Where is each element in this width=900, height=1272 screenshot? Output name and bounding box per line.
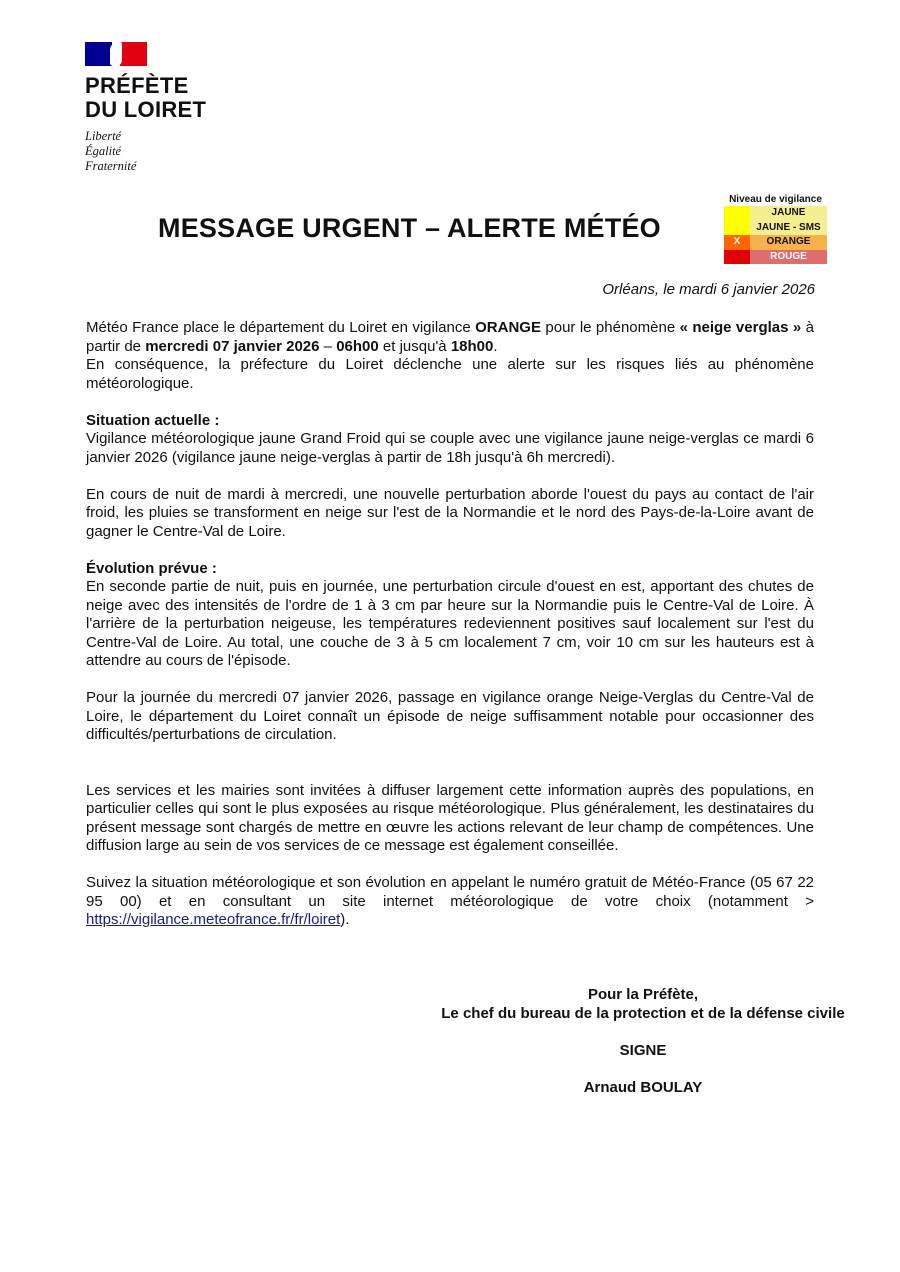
vigilance-row-mark <box>724 206 750 221</box>
evolution-heading: Évolution prévue : <box>86 559 217 577</box>
vigilance-row-label: JAUNE <box>750 206 827 221</box>
vigilance-row <box>724 235 827 250</box>
page-title: MESSAGE URGENT – ALERTE MÉTÉO <box>158 213 661 243</box>
end-time: 18h00 <box>450 337 494 355</box>
follow-paragraph: Suivez la situation météorologique et son évolution en appelant le numéro gratuit de Météo-France (05 67 22 95 00) et en consultant un site internet météorologique de votre choix (notamment > https://vigilance.meteofrance.fr/fr/loiret). <box>86 874 814 928</box>
signature-name: Arnaud BOULAY <box>583 1078 703 1096</box>
phenomenon-text: « neige verglas » <box>679 319 802 336</box>
vigilance-link[interactable]: https://vigilance.meteofrance.fr/fr/loiret <box>86 911 341 928</box>
republic-motto <box>85 129 206 174</box>
message-body <box>86 319 814 930</box>
vigilance-level-text: ORANGE <box>475 319 541 336</box>
prefecture-name <box>85 74 206 122</box>
start-date: mercredi 07 janvier 2026 <box>145 337 320 355</box>
situation-heading: Situation actuelle : <box>86 411 220 429</box>
signature-role: Le chef du bureau de la protection et de la défense civile <box>441 1004 845 1022</box>
services-paragraph: Les services et les mairies sont invitées à diffuser largement cette information auprès des populations, en particulier celles qui sont le plus exposées au risque météorologique. Plus généralement, les destinataires du présent message sont chargés de mettre en œuvre les actions relevant de leur champ de compétences. Une diffusion large au sein de vos services de ce message est également conseillée. <box>86 781 814 854</box>
signature-signed: SIGNE <box>619 1041 667 1059</box>
marianne-flag-logo <box>85 42 147 66</box>
motto-egalite: Égalité <box>85 144 122 158</box>
dateline: Orléans, le mardi 6 janvier 2026 <box>602 281 815 298</box>
situation-paragraph-2: En cours de nuit de mardi à mercredi, une nouvelle perturbation aborde l'ouest du pays au contact de l'air froid, les pluies se transforment en neige sur l'est de la Normandie et le nord des Pays-de-la-Loire avant de gagner le Centre-Val de Loire. <box>86 485 814 540</box>
signature-for-prefect: Pour la Préfète, <box>587 986 699 1003</box>
vigilance-row-label: ORANGE <box>750 235 827 250</box>
vigilance-table-title: Niveau de vigilance <box>729 194 822 205</box>
intro-consequence: En conséquence, la préfecture du Loiret déclenche une alerte sur les risques liés au phénomène météorologique. <box>86 356 814 392</box>
vigilance-row <box>724 206 827 221</box>
vigilance-level-table <box>724 194 827 264</box>
start-time: 06h00 <box>336 337 379 355</box>
motto-liberte: Liberté <box>85 129 122 143</box>
signature-block <box>400 986 886 1097</box>
vigilance-row <box>724 250 827 265</box>
motto-fraternite: Fraternité <box>85 159 137 173</box>
prefecture-name-line2: DU LOIRET <box>85 97 207 122</box>
prefecture-name-line1: PRÉFÈTE <box>85 73 189 98</box>
vigilance-row-label: ROUGE <box>750 250 827 265</box>
evolution-paragraph-2: Pour la journée du mercredi 07 janvier 2026, passage en vigilance orange Neige-Verglas du Centre-Val de Loire, le département du Loiret connaît un épisode de neige suffisamment notable pour occasionner des difficultés/perturbations de circulation. <box>86 689 814 743</box>
vigilance-row-label: JAUNE - SMS <box>750 221 827 236</box>
intro-paragraph: Météo France place le département du Loiret en vigilance ORANGE pour le phénomène « neige verglas » à partir de mercredi 07 janvier 2026 – 06h00 et jusqu'à 18h00. <box>86 319 814 355</box>
vigilance-row-mark: X <box>724 235 750 250</box>
vigilance-row-mark <box>724 250 750 265</box>
situation-paragraph-1: Vigilance météorologique jaune Grand Froid qui se couple avec une vigilance jaune neige-verglas ce mardi 6 janvier 2026 (vigilance jaune neige-verglas à partir de 18h jusqu'à 6h mercredi). <box>86 430 814 466</box>
vigilance-row-mark <box>724 221 750 236</box>
vigilance-row <box>724 221 827 236</box>
evolution-paragraph-1: En seconde partie de nuit, puis en journée, une perturbation circule d'ouest en est, apportant des chutes de neige avec des intensités de l'ordre de 1 à 3 cm par heure sur la Normandie puis le Centre-Val de Loire. À l'arrière de la perturbation neigeuse, les températures redeviennent positives sauf localement sur l'est du Centre-Val de Loire. Au total, une couche de 3 à 5 cm localement 7 cm, voir 10 cm sur les hauteurs est à attendre au cours de l'épisode. <box>86 578 814 669</box>
prefecture-header <box>85 42 206 174</box>
